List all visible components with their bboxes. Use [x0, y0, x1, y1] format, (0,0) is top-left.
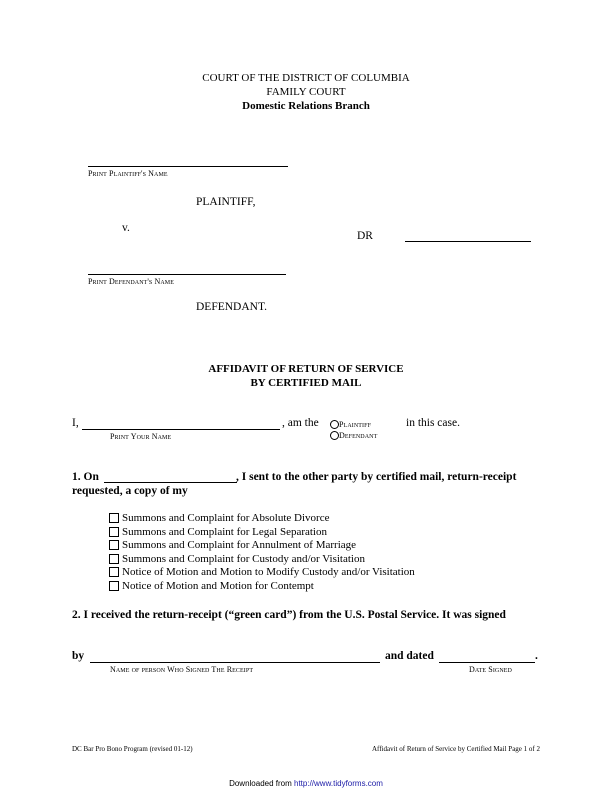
doc-label-1: Summons and Complaint for Legal Separation	[122, 526, 327, 538]
doc-label-5: Notice of Motion and Motion for Contempt	[122, 580, 314, 592]
defendant-name-hint: Print Defendant's Name	[88, 277, 174, 286]
download-link[interactable]: http://www.tidyforms.com	[294, 779, 383, 788]
section2-period: .	[535, 650, 538, 662]
doc-checkbox-0[interactable]	[109, 513, 119, 523]
defendant-name-field[interactable]	[88, 274, 286, 275]
doc-label-4: Notice of Motion and Motion to Modify Custody and/or Visitation	[122, 566, 415, 578]
case-prefix: DR	[357, 230, 373, 242]
defendant-label: DEFENDANT.	[196, 301, 268, 313]
court-branch: Domestic Relations Branch	[242, 100, 370, 112]
plaintiff-name-hint: Print Plaintiff's Name	[88, 169, 168, 178]
section1-text: , I sent to the other party by certified mail, return-receipt	[236, 471, 517, 483]
court-name: COURT OF THE DISTRICT OF COLUMBIA	[202, 72, 410, 84]
versus-label: v.	[122, 222, 130, 234]
doc-label-3: Summons and Complaint for Custody and/or Visitation	[122, 553, 365, 565]
plaintiff-radio[interactable]	[330, 420, 339, 429]
case-number-field[interactable]	[405, 241, 531, 242]
signer-name-field[interactable]	[90, 662, 380, 663]
section2-and-dated: and dated	[385, 650, 434, 662]
download-prefix: Downloaded from	[229, 779, 292, 788]
mailing-date-field[interactable]	[104, 482, 237, 483]
your-name-hint: Print Your Name	[110, 432, 172, 441]
plaintiff-name-field[interactable]	[88, 166, 288, 167]
signed-date-hint: Date Signed	[469, 665, 512, 674]
intro-suffix: in this case.	[406, 417, 460, 429]
intro-am-the: , am the	[282, 417, 319, 429]
signed-date-field[interactable]	[439, 662, 535, 663]
section1-line2: requested, a copy of my	[72, 485, 188, 497]
doc-checkbox-3[interactable]	[109, 554, 119, 564]
doc-checkbox-5[interactable]	[109, 581, 119, 591]
footer-left: DC Bar Pro Bono Program (revised 01-12)	[72, 745, 193, 753]
doc-label-0: Summons and Complaint for Absolute Divorce	[122, 512, 330, 524]
doc-label-2: Summons and Complaint for Annulment of Marriage	[122, 539, 357, 551]
section1-on: 1. On	[72, 471, 99, 483]
doc-checkbox-1[interactable]	[109, 527, 119, 537]
intro-prefix: I,	[72, 417, 79, 429]
footer-right: Affidavit of Return of Service by Certified Mail Page 1 of 2	[371, 745, 540, 753]
affidavit-title-1: AFFIDAVIT OF RETURN OF SERVICE	[208, 363, 404, 375]
section2-by: by	[72, 650, 85, 662]
affidavit-title-2: BY CERTIFIED MAIL	[250, 377, 362, 389]
court-division: FAMILY COURT	[266, 86, 346, 98]
download-note	[0, 779, 612, 788]
doc-checkbox-4[interactable]	[109, 567, 119, 577]
your-name-field[interactable]	[82, 429, 280, 430]
plaintiff-label: PLAINTIFF,	[196, 196, 256, 208]
signer-name-hint: Name of person Who Signed The Receipt	[110, 665, 254, 674]
defendant-radio[interactable]	[330, 431, 339, 440]
defendant-option-label: Defendant	[339, 431, 378, 440]
plaintiff-option-label: Plaintiff	[339, 420, 372, 429]
doc-checkbox-2[interactable]	[109, 540, 119, 550]
section2-text: 2. I received the return-receipt (“green card”) from the U.S. Postal Service. It was signed	[72, 609, 506, 621]
